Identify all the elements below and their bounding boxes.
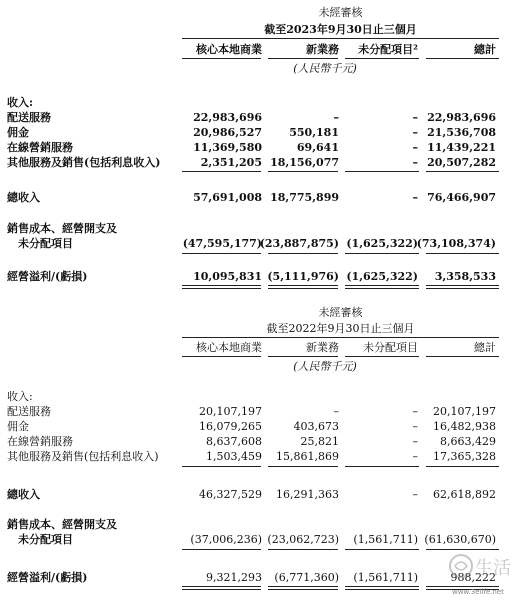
rule [182, 253, 261, 254]
rule [426, 171, 499, 172]
rule [182, 466, 261, 467]
rule [345, 171, 419, 172]
watermark-url: www.3elife.net [452, 588, 504, 596]
double-rule [182, 285, 261, 289]
rule [345, 58, 419, 59]
rule [426, 253, 499, 254]
rule [345, 356, 419, 357]
audit-status-header: 未經審核 [318, 6, 363, 19]
double-rule [345, 285, 419, 289]
rule [345, 253, 419, 254]
rule [268, 58, 338, 59]
rule [182, 356, 261, 357]
audit-status-header: 未經審核 [318, 306, 363, 319]
rule [268, 549, 338, 550]
sanwei-life-logo-icon [447, 546, 511, 592]
double-rule [345, 586, 419, 590]
period-header: 截至2022年9月30日止三個月 [266, 322, 415, 335]
period-header: 截至2023年9月30日止三個月 [264, 23, 417, 36]
col-unallocated: 未分配項目 [363, 341, 418, 354]
revenue-heading: 收入: [7, 390, 33, 403]
units-label: (人民幣千元) [293, 360, 357, 373]
rule [182, 171, 261, 172]
col-total: 總計 [474, 341, 496, 354]
double-rule [268, 285, 338, 289]
col-total: 總計 [474, 43, 496, 56]
col-core-local-commerce: 核心本地商業 [196, 43, 262, 56]
double-rule [182, 586, 261, 590]
rule [268, 356, 338, 357]
rule [426, 466, 499, 467]
rule [268, 171, 338, 172]
rule [426, 356, 499, 357]
units-label: (人民幣千元) [293, 62, 357, 75]
rule [182, 549, 261, 550]
col-core-local-commerce: 核心本地商業 [196, 341, 262, 354]
double-rule [426, 285, 499, 289]
rule [345, 549, 419, 550]
header-rule [182, 337, 499, 338]
rule [182, 58, 261, 59]
double-rule [268, 586, 338, 590]
rule [268, 253, 338, 254]
rule [268, 466, 338, 467]
col-unallocated: 未分配項目² [358, 43, 418, 56]
rule [426, 58, 499, 59]
rule [345, 466, 419, 467]
col-new-initiatives: 新業務 [306, 43, 339, 56]
col-new-initiatives: 新業務 [306, 341, 339, 354]
revenue-heading: 收入: [7, 96, 34, 109]
svg-text:生活: 生活 [475, 558, 511, 579]
header-rule [182, 38, 499, 39]
